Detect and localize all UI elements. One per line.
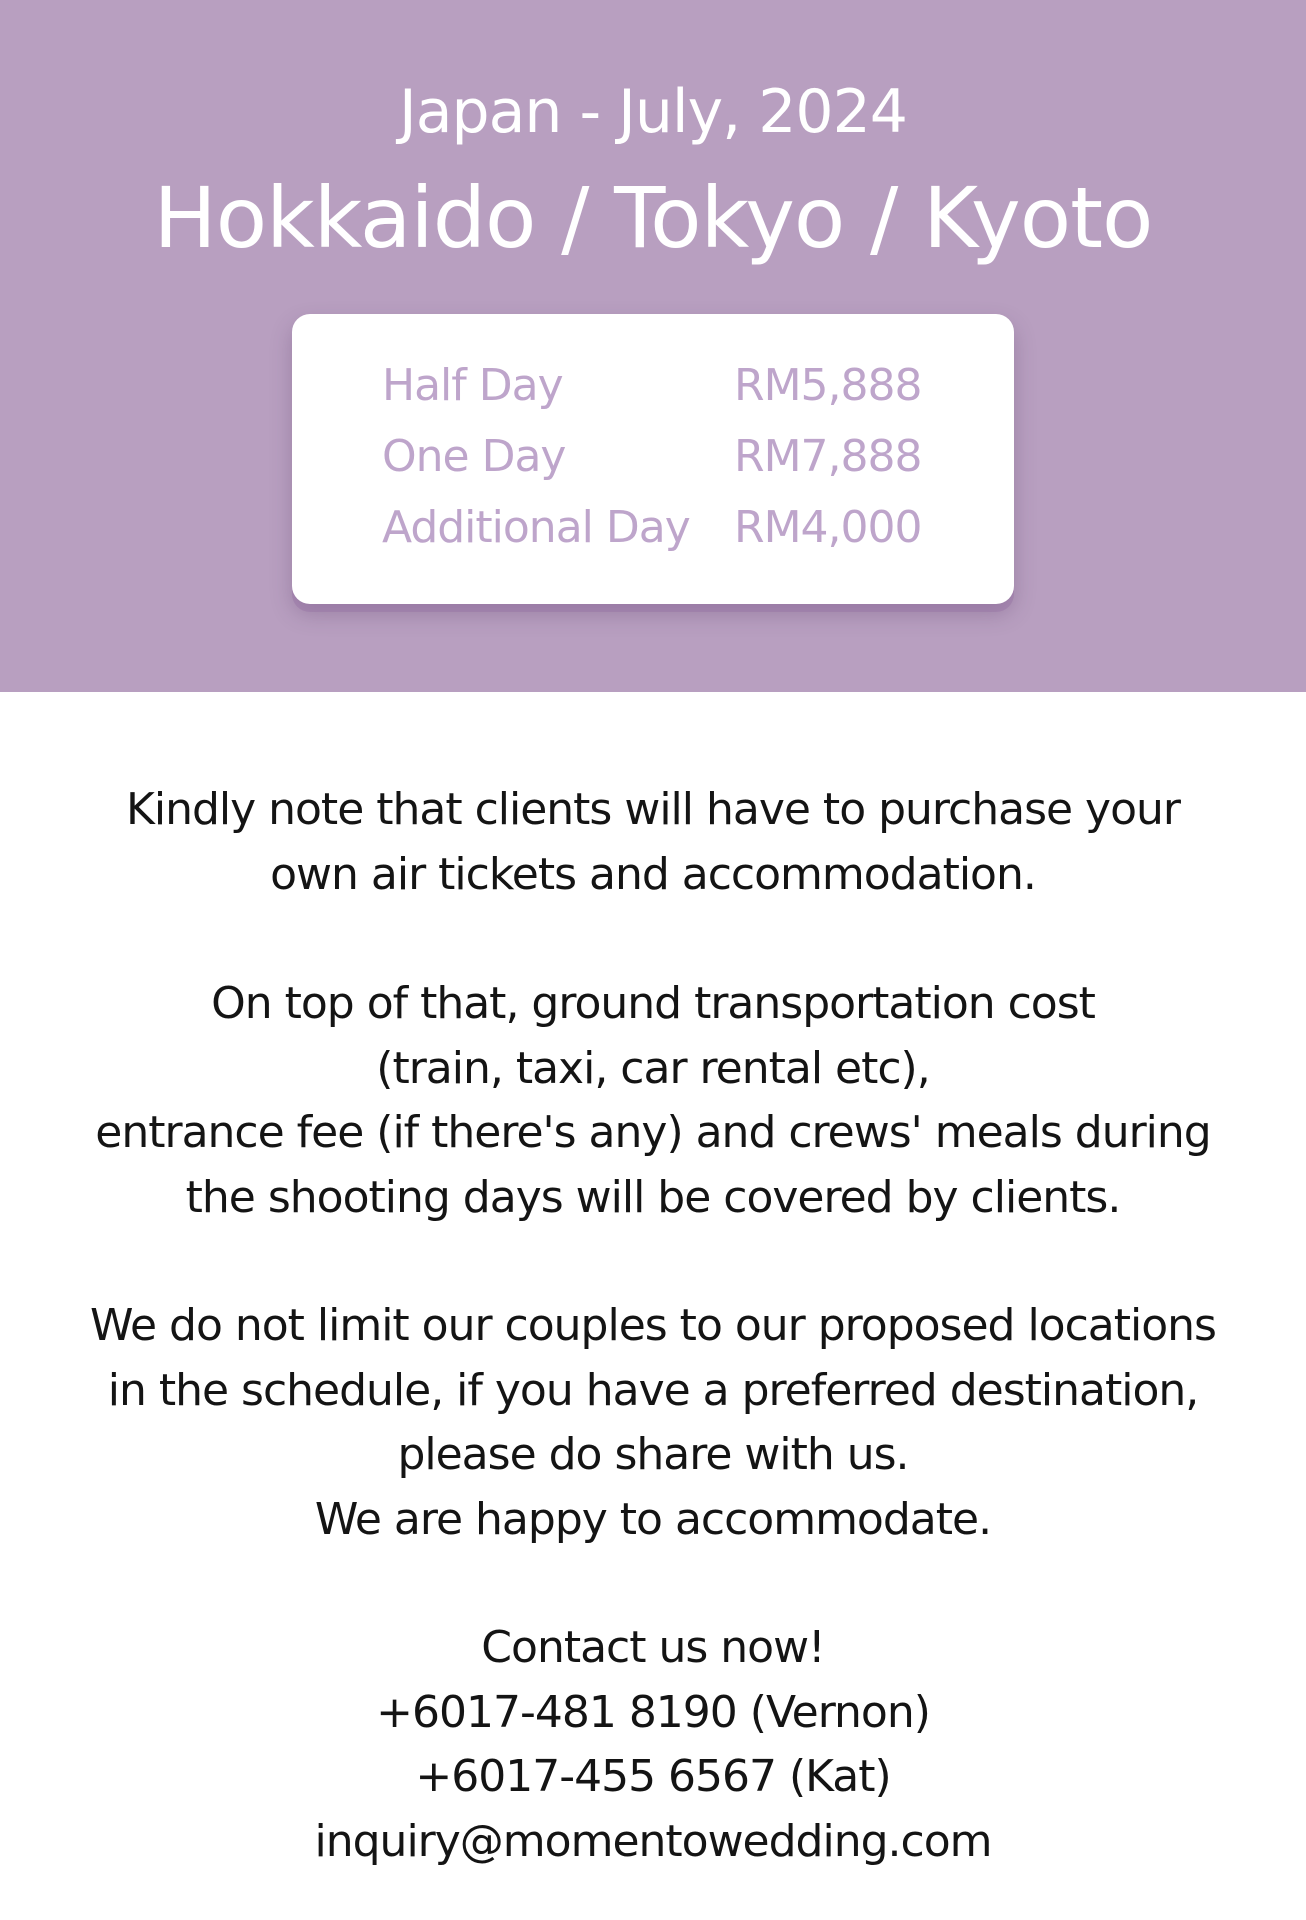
- note-locations: [0, 1294, 1306, 1552]
- header-banner: [0, 0, 1306, 692]
- note-purchase-tickets: [0, 778, 1306, 907]
- price-row-half-day: [382, 354, 962, 418]
- note-line: the shooting days will be covered by clients.: [185, 1171, 1121, 1223]
- price-row-additional-day: [382, 496, 962, 560]
- note-line: own air tickets and accommodation.: [270, 848, 1036, 900]
- note-line: (train, taxi, car rental etc),: [376, 1042, 930, 1094]
- contact-section: [0, 1616, 1306, 1874]
- price-value: RM5,888: [734, 360, 922, 411]
- price-value: RM4,000: [734, 502, 922, 553]
- phone-kat[interactable]: +6017-455 6567 (Kat): [415, 1751, 891, 1802]
- contact-heading: Contact us now!: [481, 1622, 825, 1673]
- note-line: in the schedule, if you have a preferred destination,: [107, 1364, 1199, 1416]
- phone-vernon[interactable]: +6017-481 8190 (Vernon): [376, 1686, 930, 1738]
- note-ground-costs: [0, 972, 1306, 1230]
- note-line: Kindly note that clients will have to purchase your: [125, 784, 1180, 835]
- price-label: Additional Day: [382, 502, 690, 553]
- note-line: entrance fee (if there's any) and crews' meals during: [95, 1107, 1211, 1158]
- price-row-one-day: [382, 425, 962, 489]
- price-card: [292, 314, 1014, 604]
- contact-email[interactable]: inquiry@momentowedding.com: [314, 1815, 992, 1867]
- price-label: Half Day: [382, 360, 563, 411]
- destination-title: Hokkaido / Tokyo / Kyoto: [153, 169, 1153, 267]
- note-line: We are happy to accommodate.: [314, 1493, 992, 1545]
- price-label: One Day: [382, 431, 566, 482]
- trip-subtitle: Japan - July, 2024: [399, 77, 907, 147]
- price-value: RM7,888: [734, 431, 922, 482]
- note-line: please do share with us.: [397, 1429, 909, 1480]
- note-line: On top of that, ground transportation cost: [211, 978, 1095, 1029]
- note-line: We do not limit our couples to our proposed locations: [90, 1300, 1216, 1351]
